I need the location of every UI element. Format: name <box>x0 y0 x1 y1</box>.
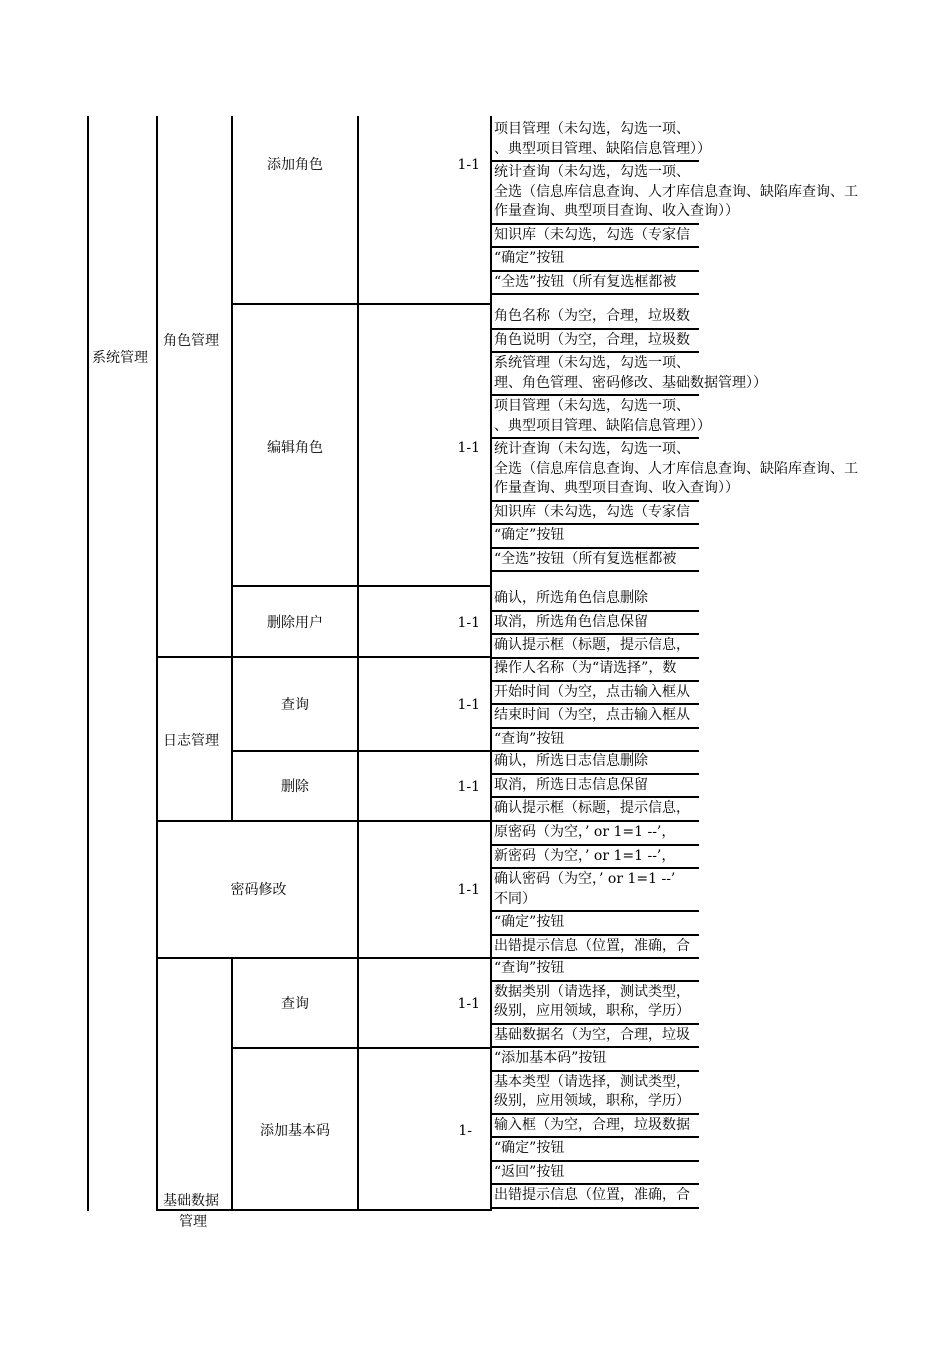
code-password: 1-1 <box>457 882 480 898</box>
item-underline <box>492 820 699 822</box>
test-item <box>494 273 676 293</box>
test-item-line: 统计查询（未勾选，勾选一项、 <box>494 164 690 180</box>
code-log-query: 1-1 <box>457 697 480 713</box>
test-item-line: 基础数据名（为空，合理，垃圾 <box>494 1026 690 1043</box>
item-underline <box>492 1113 699 1115</box>
fn-edit-role: 编辑角色 <box>267 440 323 456</box>
basic-data-label-1: 基础数据 <box>163 1193 219 1209</box>
divider-add-edit <box>231 303 492 305</box>
test-item <box>494 550 676 570</box>
item-underline <box>492 633 699 635</box>
test-item <box>494 589 648 609</box>
role-mgmt-label: 角色管理 <box>163 333 219 349</box>
test-item-line: 角色说明（为空，合理，垃圾数 <box>494 331 690 348</box>
divider-log-query-delete <box>231 750 492 752</box>
item-underline <box>492 523 699 525</box>
fn-basic-query: 查询 <box>281 996 309 1012</box>
fn-add-code: 添加基本码 <box>260 1123 330 1139</box>
code-basic-query: 1-1 <box>457 996 480 1012</box>
test-item-line: “全选”按钮（所有复选框都被 <box>494 550 677 567</box>
test-item <box>494 249 564 269</box>
test-item-line: 取消，所选角色信息保留 <box>494 613 648 630</box>
test-item <box>494 706 690 726</box>
test-item <box>494 799 690 819</box>
item-underline <box>492 796 699 798</box>
test-item-line: 确认提示框（标题，提示信息， <box>494 637 690 653</box>
test-item-line: 结束时间（为空，点击输入框从 <box>494 707 690 723</box>
item-underline <box>492 394 699 396</box>
module-label: 系统管理 <box>92 350 148 366</box>
test-item-line: 级别，应用领域，职称，学历） <box>494 1003 690 1019</box>
item-underline <box>492 980 699 982</box>
fn-log-query: 查询 <box>281 697 309 713</box>
test-item-line: 新密码（为空，’ or 1=1 --’， <box>494 847 676 864</box>
test-item <box>494 1139 564 1159</box>
test-item <box>494 120 711 159</box>
test-item-line: “返回”按钮 <box>494 1163 565 1180</box>
test-item-line: 系统管理（未勾选，勾选一项、 <box>494 355 690 371</box>
test-item-line: 操作人名称（为“请选择”，数 <box>494 660 677 676</box>
test-item <box>494 636 690 656</box>
test-item-line: 、典型项目管理、缺陷信息管理）） <box>494 140 711 157</box>
test-item <box>494 776 648 796</box>
test-item <box>494 870 675 909</box>
test-item-line: 原密码（为空，’ or 1=1 --’， <box>494 824 676 840</box>
test-item-line: “确定”按钮 <box>494 1140 565 1156</box>
test-item-line: “添加基本码”按钮 <box>494 1050 607 1066</box>
divider-edit-delete <box>231 585 492 587</box>
test-item-line: 确认，所选日志信息删除 <box>494 753 648 769</box>
test-item <box>494 354 767 393</box>
item-underline <box>492 500 699 502</box>
test-item-line: “确定”按钮 <box>494 527 565 543</box>
item-underline <box>492 844 699 846</box>
test-item <box>494 526 564 546</box>
test-item-line: “查询”按钮 <box>494 730 565 747</box>
test-item-line: 确认密码（为空，’ or 1=1 --’ <box>494 871 676 887</box>
item-underline <box>492 1023 699 1025</box>
test-item <box>494 163 858 222</box>
test-item-line: 确认，所选角色信息删除 <box>494 590 648 606</box>
test-item-line: 项目管理（未勾选，勾选一项、 <box>494 398 690 414</box>
code-edit-role: 1-1 <box>457 440 480 456</box>
code-add-code: 1- <box>458 1123 472 1139</box>
item-underline <box>492 570 699 572</box>
test-item-line: 项目管理（未勾选，勾选一项、 <box>494 121 690 137</box>
test-item <box>494 752 648 772</box>
item-underline <box>492 351 699 353</box>
test-item-line: 输入框（为空，合理，垃圾数据 <box>494 1116 690 1133</box>
item-underline <box>492 160 699 162</box>
test-item-line: 理、角色管理、密码修改、基础数据管理）） <box>494 374 767 391</box>
password-label: 密码修改 <box>230 882 287 898</box>
test-item <box>494 331 690 351</box>
log-mgmt-label: 日志管理 <box>163 733 219 749</box>
item-underline <box>492 223 699 225</box>
test-item-line: 作量查询、典型项目查询、收入查询）） <box>494 480 739 496</box>
test-item <box>494 1049 606 1069</box>
fn-add-role: 添加角色 <box>267 157 323 173</box>
test-item <box>494 226 690 246</box>
test-item <box>494 983 690 1022</box>
grid-line-module <box>156 116 158 1211</box>
test-item-line: “查询”按钮 <box>494 960 565 976</box>
fn-delete-user: 删除用户 <box>267 615 323 631</box>
test-item <box>494 307 690 327</box>
test-item <box>494 847 675 867</box>
test-item-line: 出错提示信息（位置，准确，合 <box>494 1187 690 1203</box>
divider-password-basic <box>156 957 492 959</box>
code-add-role: 1-1 <box>457 157 480 173</box>
test-item <box>494 913 564 933</box>
item-underline <box>492 867 699 869</box>
test-item-line: 基本类型（请选择，测试类型， <box>494 1073 690 1090</box>
item-underline <box>492 1046 699 1048</box>
item-underline <box>492 610 699 612</box>
test-item-line: 角色名称（为空，合理，垃圾数 <box>494 308 690 324</box>
divider-log-password <box>156 820 492 822</box>
test-item <box>494 503 690 523</box>
test-item <box>494 937 690 957</box>
test-item <box>494 1116 690 1136</box>
test-item-line: “确定”按钮 <box>494 914 565 930</box>
divider-basic-query-add <box>231 1047 492 1049</box>
item-underline <box>492 547 699 549</box>
item-underline <box>492 680 699 682</box>
test-item-line: 确认提示框（标题，提示信息， <box>494 800 690 816</box>
test-item-line: 出错提示信息（位置，准确，合 <box>494 937 690 954</box>
test-item <box>494 613 648 633</box>
code-delete-user: 1-1 <box>457 615 480 631</box>
item-underline <box>492 1160 699 1162</box>
item-underline <box>492 437 699 439</box>
test-item-line: 全选（信息库信息查询、人才库信息查询、缺陷库查询、工 <box>494 460 858 477</box>
item-underline <box>492 293 699 295</box>
test-item <box>494 1026 690 1046</box>
test-item <box>494 440 858 499</box>
fn-log-delete: 删除 <box>281 779 309 795</box>
test-item <box>494 1186 690 1206</box>
code-log-delete: 1-1 <box>457 779 480 795</box>
item-underline <box>492 703 699 705</box>
item-underline <box>492 328 699 330</box>
basic-data-label-2: 管理 <box>179 1214 207 1230</box>
test-item-line: 、典型项目管理、缺陷信息管理）） <box>494 417 711 434</box>
divider-role-log <box>156 656 492 658</box>
item-underline <box>492 727 699 729</box>
test-item-line: “全选”按钮（所有复选框都被 <box>494 273 677 290</box>
item-underline <box>492 773 699 775</box>
test-item <box>494 1073 690 1112</box>
item-underline <box>492 1183 699 1185</box>
test-item <box>494 659 676 679</box>
test-item-line: 开始时间（为空，点击输入框从 <box>494 683 690 700</box>
test-item <box>494 823 675 843</box>
test-item-line: 不同） <box>494 890 536 907</box>
test-item-line: 数据类别（请选择，测试类型， <box>494 983 690 1000</box>
item-underline <box>492 934 699 936</box>
test-item-line: 全选（信息库信息查询、人才库信息查询、缺陷库查询、工 <box>494 183 858 200</box>
test-item-line: “确定”按钮 <box>494 250 565 266</box>
item-underline <box>492 910 699 912</box>
test-item-line: 作量查询、典型项目查询、收入查询）） <box>494 203 739 219</box>
item-underline <box>492 1136 699 1138</box>
item-underline <box>492 1207 699 1209</box>
test-item-line: 知识库（未勾选，勾选（专家信 <box>494 503 690 520</box>
test-item <box>494 683 690 703</box>
test-item <box>494 397 711 436</box>
grid-line-sub-1 <box>231 116 233 821</box>
test-item <box>494 730 564 750</box>
test-item <box>494 959 564 979</box>
item-underline <box>492 246 699 248</box>
test-item-line: 取消，所选日志信息保留 <box>494 776 648 793</box>
test-item-line: 统计查询（未勾选，勾选一项、 <box>494 441 690 457</box>
item-underline <box>492 270 699 272</box>
test-item <box>494 1163 564 1183</box>
test-item-line: 知识库（未勾选，勾选（专家信 <box>494 226 690 243</box>
grid-line-left <box>87 116 89 1211</box>
test-item-line: 级别，应用领域，职称，学历） <box>494 1093 690 1109</box>
item-underline <box>492 1070 699 1072</box>
